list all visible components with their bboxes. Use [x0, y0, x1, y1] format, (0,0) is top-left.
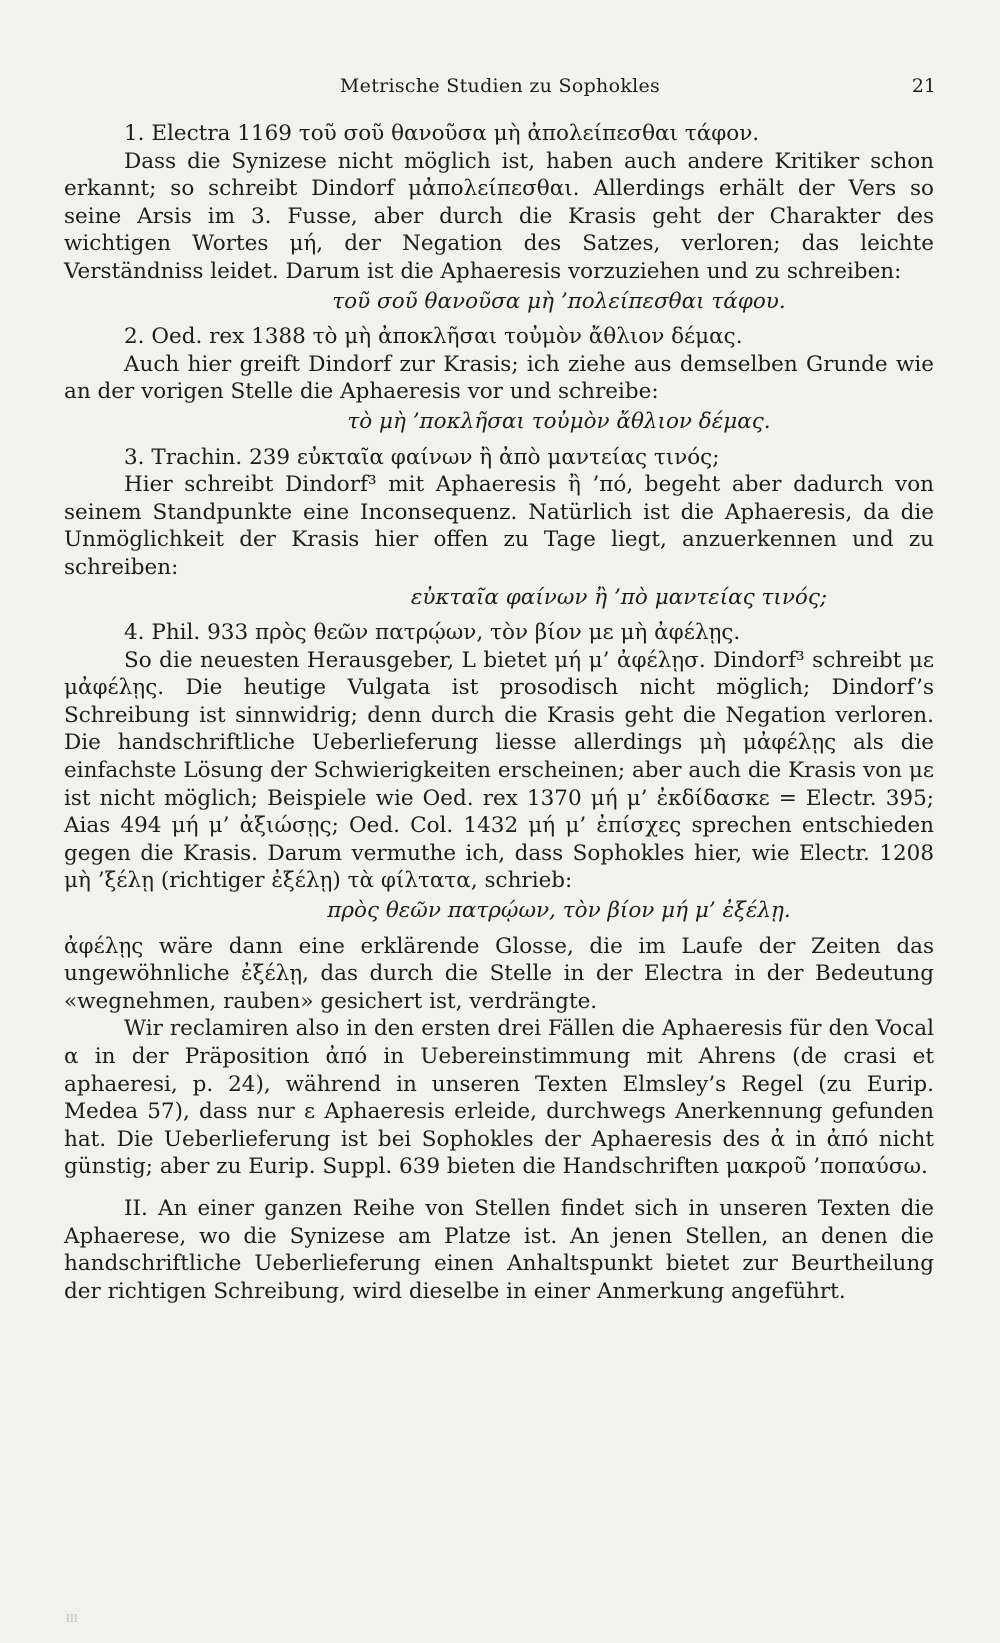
page-footer-mark: III [66, 1614, 78, 1625]
running-title: Metrische Studien zu Sophokles [339, 75, 661, 97]
page-number: 21 [911, 75, 936, 97]
paragraph: So die neuesten Herausgeber, L bietet μή μ’ ἀφέλῃσ. Dindorf³ schreibt με μἀφέλῃς. Die heutige Vulgata ist prosodisch nicht möglich; Dindorf’s Schreibung ist sinnwidrig; denn durch die Krasis geht die Negation verloren. Die handschriftliche Ueberlieferung liesse allerdings μὴ μἀφέλῃς als die einfachste Lösung der Schwierigkeiten erscheinen; aber auch die Krasis von με ist nicht möglich; Beispiele wie Oed. rex 1370 μή μ’ ἐκδίδασκε = Electr. 395; Aias 494 μή μ’ ἀξιώσῃς; Oed. Col. 1432 μή μ’ ἐπίσχες sprechen entschieden gegen die Krasis. Darum vermuthe ich, dass Sophokles hier, wie Electr. 1208 μὴ ’ξέλῃ (richtiger ἐξέλῃ) τὰ φίλτατα, schrieb: [64, 647, 934, 894]
example-4: 4. Phil. 933 πρὸς θεῶν πατρῴων, τὸν βίον με μὴ ἀφέλῃς. [124, 620, 741, 646]
quoted-verse: τὸ μὴ ’ποκλῆσαι τοὐμὸν ἄθλιον δέμας. [347, 408, 771, 434]
quoted-verse: πρὸς θεῶν πατρῴων, τὸν βίον μή μ’ ἐξέλῃ. [327, 898, 791, 924]
example-3: 3. Trachin. 239 εὐκταῖα φαίνων ἢ ἀπὸ μαντείας τινός; [124, 444, 720, 470]
body-text [64, 120, 934, 1305]
paragraph: Auch hier greift Dindorf zur Krasis; ich ziehe aus demselben Grunde wie an der vorigen Stelle die Aphaeresis vor und schreibe: [64, 351, 934, 405]
paragraph: Wir reclamiren also in den ersten drei Fällen die Aphaeresis für den Vocal α in der Präposition ἀπό in Uebereinstimmung mit Ahrens (de crasi et aphaeresi, p. 24), während in unseren Texten Elmsley’s Regel (zu Eurip. Medea 57), dass nur ε Aphaeresis erleide, durchwegs Anerkennung gefunden hat. Die Ueberlieferung ist bei Sophokles der Aphaeresis des ἀ in ἀπό nicht günstig; aber zu Eurip. Suppl. 639 bieten die Handschriften μακροῦ ’ποπαύσω. [64, 1016, 934, 1180]
paragraph: ἀφέλῃς wäre dann eine erklärende Glosse, die im Laufe der Zeiten das ungewöhnliche ἐξέλῃ, das durch die Stelle in der Electra in der Bedeutung «wegnehmen, rauben» gesichert ist, verdrängte. [64, 933, 934, 1014]
paragraph: Dass die Synizese nicht möglich ist, haben auch andere Kritiker schon erkannt; so schreibt Dindorf μἀπολείπεσθαι. Allerdings erhält der Vers so seine Arsis im 3. Fusse, aber durch die Krasis geht der Charakter des wichtigen Wortes μή, der Negation des Satzes, verloren; das leichte Verständniss leidet. Darum ist die Aphaeresis vorzuziehen und zu schreiben: [64, 148, 934, 284]
example-2: 2. Oed. rex 1388 τὸ μὴ ἀποκλῆσαι τοὐμὸν ἄθλιον δέμας. [124, 324, 743, 350]
section-ii-paragraph: II. An einer ganzen Reihe von Stellen findet sich in unseren Texten die Aphaerese, wo die Synizese am Platze ist. An jenen Stellen, an denen die handschriftliche Ueberlieferung einen Anhaltspunkt bietet zur Beurtheilung der richtigen Schreibung, wird dieselbe in einer Anmerkung angeführt. [64, 1195, 934, 1304]
quoted-verse: εὐκταῖα φαίνων ἢ ’πὸ μαντείας τινός; [410, 584, 828, 610]
example-1: 1. Electra 1169 τοῦ σοῦ θανοῦσα μὴ ἀπολείπεσθαι τάφον. [124, 121, 760, 146]
running-header [64, 74, 936, 98]
quoted-verse: τοῦ σοῦ θανοῦσα μὴ ’πολείπεσθαι τάφου. [332, 288, 786, 314]
paragraph: Hier schreibt Dindorf³ mit Aphaeresis ἢ ’πό, begeht aber dadurch von seinem Standpunkte eine Inconsequenz. Natürlich ist die Aphaeresis, da die Unmöglichkeit der Krasis hier offen zu Tage liegt, anzuerkennen und zu schreiben: [64, 472, 934, 580]
